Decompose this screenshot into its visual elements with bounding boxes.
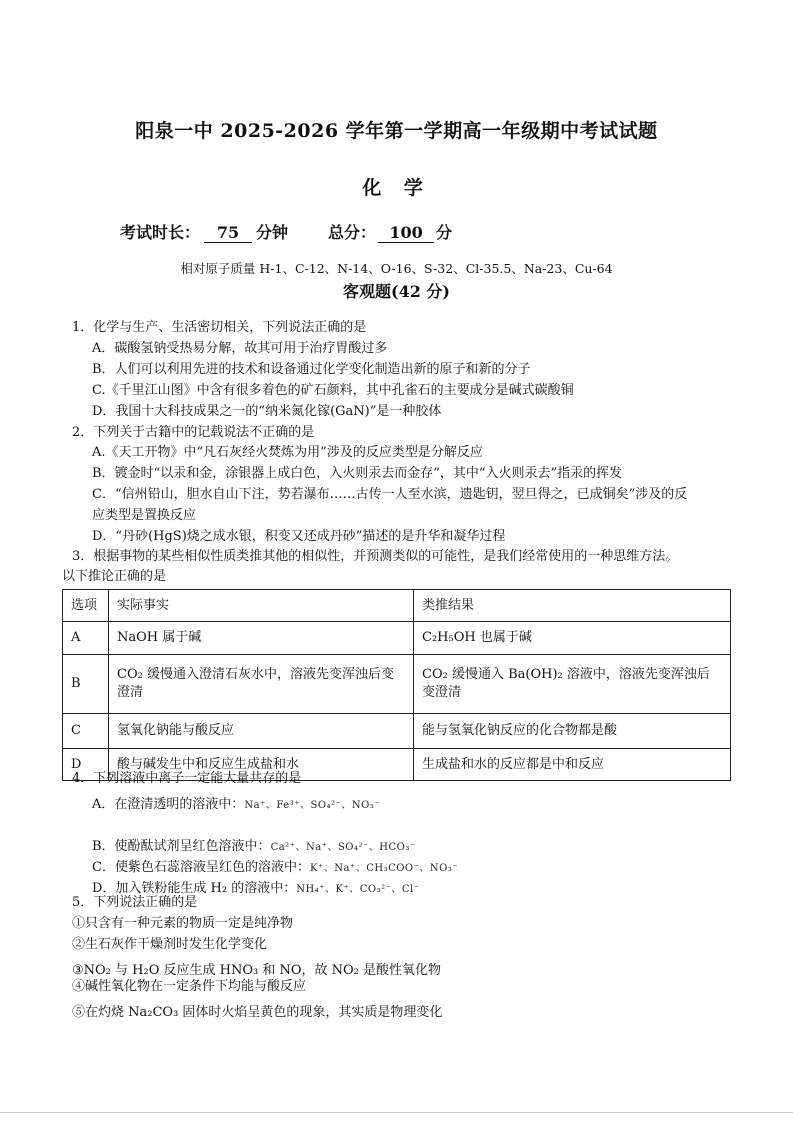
q1-option-c: C.《千里江山图》中含有很多着色的矿石颜料，其中孔雀石的主要成分是碱式碳酸铜 bbox=[92, 383, 574, 398]
q2-option-a: A.《天工开物》中“凡石灰经火焚炼为用”涉及的反应类型是分解反应 bbox=[92, 445, 483, 460]
exam-info bbox=[120, 220, 452, 243]
q4-option-b-text: B．使酚酞试剂呈红色溶液中： bbox=[92, 839, 271, 854]
atomic-mass-note: 相对原子质量 H-1、C-12、N-14、O-16、S-32、Cl-35.5、Na-23、Cu-64 bbox=[180, 261, 613, 276]
q5-statement-3: ③NO₂ 与 H₂O 反应生成 HNO₃ 和 NO，故 NO₂ 是酸性氧化物 bbox=[72, 963, 442, 978]
q4-option-d-ions: NH₄⁺、K⁺、CO₃²⁻、Cl⁻ bbox=[296, 884, 420, 895]
q4-option-d-text: D．加入铁粉能生成 H₂ 的溶液中： bbox=[92, 881, 297, 896]
table-row bbox=[63, 714, 731, 749]
score-value: 100 bbox=[378, 223, 434, 243]
q4-option-c-text: C．使紫色石蕊溶液呈红色的溶液中： bbox=[92, 860, 310, 875]
page-bottom-divider bbox=[0, 1112, 793, 1113]
q5-statement-5: ⑤在灼烧 Na₂CO₃ 固体时火焰呈黄色的现象，其实质是物理变化 bbox=[72, 1005, 443, 1020]
table-cell-option: C bbox=[63, 714, 109, 749]
q5-statement-2: ②生石灰作干燥剂时发生化学变化 bbox=[72, 937, 268, 952]
q4-option-c bbox=[92, 859, 458, 878]
q1-option-a: A．碳酸氢钠受热易分解，故其可用于治疗胃酸过多 bbox=[92, 341, 388, 356]
table-cell-fact: 氢氧化钠能与酸反应 bbox=[109, 714, 414, 749]
q1-option-d: D．我国十大科技成果之一的“纳米氮化镓(GaN)”是一种胶体 bbox=[92, 404, 442, 419]
q5-stem: 5．下列说法正确的是 bbox=[72, 895, 198, 910]
q4-option-b bbox=[92, 838, 416, 857]
table-cell-inference: CO₂ 缓慢通入 Ba(OH)₂ 溶液中，溶液先变浑浊后变澄清 bbox=[414, 655, 731, 714]
table-cell-option: D bbox=[63, 749, 109, 781]
score-label: 总分： bbox=[328, 223, 377, 242]
table-row bbox=[63, 655, 731, 714]
table-header-cell: 选项 bbox=[63, 590, 109, 622]
table-header-cell: 实际事实 bbox=[109, 590, 414, 622]
q3-table bbox=[62, 589, 731, 781]
time-label: 考试时长： bbox=[120, 223, 201, 242]
time-value: 75 bbox=[204, 223, 252, 243]
q4-option-c-ions: K⁺、Na⁺、CH₃COO⁻、NO₃⁻ bbox=[309, 863, 459, 874]
q1-stem: 1．化学与生产、生活密切相关，下列说法正确的是 bbox=[72, 320, 367, 335]
table-cell-fact: 酸与碱发生中和反应生成盐和水 bbox=[109, 749, 414, 781]
q2-option-d: D．“丹砂(HgS)烧之成水银，积变又还成丹砂”描述的是升华和凝华过程 bbox=[92, 529, 506, 544]
section-title: 客观题(42 分) bbox=[343, 282, 450, 301]
q2-option-c-line2: 应类型是置换反应 bbox=[92, 508, 197, 523]
table-cell-option: A bbox=[63, 622, 109, 655]
q4-option-a bbox=[92, 796, 380, 815]
q3-stem-line2: 以下推论正确的是 bbox=[62, 569, 167, 584]
q2-option-b: B．镀金时“以汞和金，涂银器上成白色，入火则汞去而金存”，其中“入火则汞去”指汞的挥发 bbox=[92, 466, 623, 481]
q5-statement-1: ①只含有一种元素的物质一定是纯净物 bbox=[72, 916, 294, 931]
q4-stem: 4．下列溶液中离子一定能大量共存的是 bbox=[72, 771, 302, 786]
q4-option-a-text: A．在澄清透明的溶液中： bbox=[92, 797, 245, 812]
time-unit: 分钟 bbox=[256, 223, 289, 242]
q5-statement-4: ④碱性氧化物在一定条件下均能与酸反应 bbox=[72, 979, 307, 994]
table-cell-fact: CO₂ 缓慢通入澄清石灰水中，溶液先变浑浊后变澄清 bbox=[109, 655, 414, 714]
table-header-cell: 类推结果 bbox=[414, 590, 731, 622]
table-cell-inference: 能与氢氧化钠反应的化合物都是酸 bbox=[414, 714, 731, 749]
exam-title: 阳泉一中 2025-2026 学年第一学期高一年级期中考试试题 bbox=[135, 120, 658, 142]
table-cell-inference: C₂H₅OH 也属于碱 bbox=[414, 622, 731, 655]
q2-stem: 2．下列关于古籍中的记载说法不正确的是 bbox=[72, 425, 315, 440]
table-cell-fact: NaOH 属于碱 bbox=[109, 622, 414, 655]
q4-option-b-ions: Ca²⁺、Na⁺、SO₄²⁻、HCO₃⁻ bbox=[270, 842, 416, 853]
q2-option-c-line1: C．“信州铅山，胆水自山下注，势若瀑布……古传一人至水滨，遗匙钥，翌旦得之，已成铜矣”涉及的反 bbox=[92, 487, 688, 502]
q3-stem-line1: 3．根据事物的某些相似性质类推其他的相似性，并预测类似的可能性，是我们经常使用的一种思维方法。 bbox=[72, 549, 679, 564]
q4-option-a-ions: Na⁺、Fe³⁺、SO₄²⁻、NO₃⁻ bbox=[244, 800, 381, 811]
table-row bbox=[63, 622, 731, 655]
table-header-row bbox=[63, 590, 731, 622]
table-cell-inference: 生成盐和水的反应都是中和反应 bbox=[414, 749, 731, 781]
q1-option-b: B．人们可以利用先进的技术和设备通过化学变化制造出新的原子和新的分子 bbox=[92, 362, 531, 377]
table-cell-option: B bbox=[63, 655, 109, 714]
score-unit: 分 bbox=[436, 223, 453, 242]
subject-title: 化 学 bbox=[362, 177, 431, 199]
